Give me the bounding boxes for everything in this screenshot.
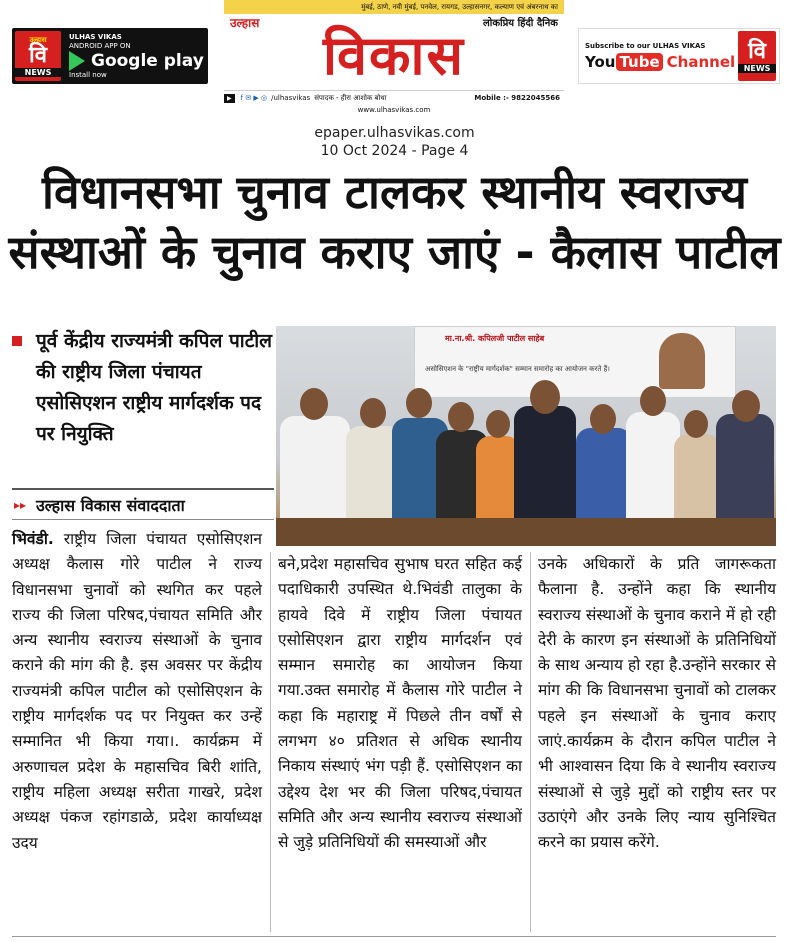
article-subheadline: पूर्व केंद्रीय राज्यमंत्री कपिल पाटील की राष्ट्रीय जिला पंचायत एसोसिएशन राष्ट्रीय मार्गदर्शक पद पर नियुक्ति xyxy=(36,330,273,445)
epaper-date-page: 10 Oct 2024 - Page 4 xyxy=(320,143,469,159)
logo-news-text: NEWS xyxy=(15,68,61,77)
photo-person-head xyxy=(640,386,666,416)
masthead-mobile: Mobile :- 9822045566 xyxy=(474,94,560,102)
divider xyxy=(12,488,274,490)
google-play-text xyxy=(69,33,204,79)
youtube-tube: Tube xyxy=(616,53,662,71)
masthead-title: विकास xyxy=(323,23,465,87)
youtube-you: You xyxy=(585,52,616,71)
epaper-info xyxy=(0,124,789,160)
play-store-icon xyxy=(69,51,85,71)
banner-portrait xyxy=(659,333,705,389)
headline-line-1: विधानसभा चुनाव टालकर स्थानीय स्वराज्य xyxy=(42,165,747,219)
masthead-small-title: उल्हास xyxy=(230,16,260,30)
event-banner xyxy=(414,326,736,398)
article-column-2: बने,प्रदेश महासचिव सुभाष घरत सहित कई पदाधिकारी उपस्थित थे.भिवंडी तालुका के हायवे दिवे में राष्ट्रीय जिला पंचायत एसोसिएशन द्वारा राष्ट्रीय मार्गदर्शन एवं सम्मान समारोह का आयोजन किया गया.उक्त समारोह में कैलास गोरे पाटील ने कहा कि महाराष्ट्र में पिछले तीन वर्षों से लगभग ४० प्रतिशत से अधिक स्थानीय निकाय संस्थाएं भंग पड़ी हैं. एसोसिएशन का उद्देश्य देश भर की जिला परिषद,पंचायत समिति और अन्य स्थानीय स्वराज्य संस्थाओं से जुड़े प्रतिनिधियों की समस्याओं और xyxy=(278,555,522,852)
dateline: भिवंडी. xyxy=(12,530,54,548)
logo-letter-right: वि xyxy=(748,38,767,64)
photo-person-head xyxy=(486,410,510,438)
banner-title: मा.ना.श्री. कपिलजी पाटील साहेब xyxy=(445,334,545,343)
subhead-bullet xyxy=(12,336,22,346)
youtube-channel-label: Channel xyxy=(666,52,736,71)
ulhas-vikas-logo-right xyxy=(738,31,776,81)
article-headline xyxy=(0,162,789,282)
photo-person-head xyxy=(448,402,474,432)
article-byline: उल्हास विकास संवाददाता xyxy=(36,496,185,515)
subscribe-text: Subscribe to our ULHAS VIKAS xyxy=(585,41,706,50)
google-play-mini-badge: ▶ xyxy=(224,94,235,103)
column-1-text: राष्ट्रीय जिला पंचायत एसोसिएशन अध्यक्ष कैलास गोरे पाटील ने राज्य विधानसभा चुनावों को स्थगित कर पहले राज्य की जिला परिषद,पंचायत समिति और अन्य स्थानीय स्वराज्य संस्थाओं के चुनाव कराने की मांग की है. इस अवसर पर केंद्रीय राज्यमंत्री कपिल पाटील को एसोसिएशन के राष्ट्रीय मार्गदर्शक पद पर नियुक्त कर उन्हें सम्मानित भी किया गया।. कार्यक्रम में अरुणाचल प्रदेश के महासचिव बिरी शांति, राष्ट्रीय महिला अध्यक्ष सरीता गाखरे, प्रदेश अध्यक्ष पंकज रहांगडाळे, प्रदेश कार्याध्यक्ष उदय xyxy=(12,530,262,852)
banner-subtitle: असोसिएशन के "राष्ट्रीय मार्गदर्शक" सम्मान समारोह का आयोजन करते हैं। xyxy=(425,365,610,373)
epaper-site[interactable]: epaper.ulhasvikas.com xyxy=(314,125,475,141)
masthead-info-bar xyxy=(224,90,564,105)
youtube-logo xyxy=(585,53,735,71)
masthead-tagline: लोकप्रिय हिंदी दैनिक xyxy=(482,18,558,29)
promo-android-line: ANDROID APP ON xyxy=(69,42,131,50)
photo-person-head xyxy=(590,404,616,434)
editor-line: संपादक - हीरा आशोक बोधा xyxy=(314,93,387,102)
google-play-label: Google play xyxy=(91,51,204,71)
photo-person-head xyxy=(406,388,432,418)
photo-person-head xyxy=(360,398,386,428)
logo-letter: वि xyxy=(29,42,47,68)
masthead-cities-strip: मुंबई, ठाणे, नवी मुंबई, पनवेल, रायगड, उल्हासनगर, कल्याण एवं अंबरनाथ का xyxy=(224,0,564,14)
divider xyxy=(12,519,274,520)
column-divider xyxy=(270,552,271,932)
social-icons: f ✉ ▶ ◎ xyxy=(240,94,268,102)
promo-brand: ULHAS VIKAS xyxy=(69,33,122,41)
masthead xyxy=(224,0,564,118)
byline-arrow-icon: ▸▸ xyxy=(14,498,27,512)
photo-person-head xyxy=(530,380,560,414)
column-divider xyxy=(530,552,531,932)
article-column-1 xyxy=(12,527,262,856)
install-now-label: Install now xyxy=(69,71,107,79)
logo-small-text: उल्हास xyxy=(29,35,47,44)
social-handle: /ulhasvikas xyxy=(271,94,311,102)
logo-news-text-right: NEWS xyxy=(738,64,776,73)
google-play-promo[interactable] xyxy=(12,28,208,84)
article-photo xyxy=(276,326,776,546)
photo-table xyxy=(276,518,776,546)
masthead-website: www.ulhasvikas.com xyxy=(357,106,431,114)
youtube-promo[interactable] xyxy=(578,28,780,84)
bottom-rule xyxy=(12,936,776,937)
photo-person-head xyxy=(684,410,708,438)
photo-person-head xyxy=(732,390,760,422)
article-column-3: उनके अधिकारों के प्रति जागरूकता फैलाना है. उन्होंने कहा कि स्थानीय स्वराज्य संस्थाओं के चुनाव कराने में हो रही देरी के कारण इन संस्थाओं के प्रतिनिधियों के साथ अन्याय हो रहा है.उन्होंने सरकार से मांग की कि विधानसभा चुनावों को टालकर पहले इन संस्थाओं के चुनाव कराए जाएं.कार्यक्रम के दौरान कपिल पाटील ने भी आश्वासन दिया कि वे स्थानीय स्वराज्य संस्थाओं से जुड़े मुद्दों को राष्ट्रीय स्तर पर उठाएंगे और उनके लिए न्याय सुनिश्चित करने का प्रयास करेंगे. xyxy=(538,555,776,852)
ulhas-vikas-logo xyxy=(15,31,61,81)
headline-line-2: संस्थाओं के चुनाव कराए जाएं - कैलास पाटील xyxy=(8,225,781,279)
photo-person-head xyxy=(300,388,328,420)
